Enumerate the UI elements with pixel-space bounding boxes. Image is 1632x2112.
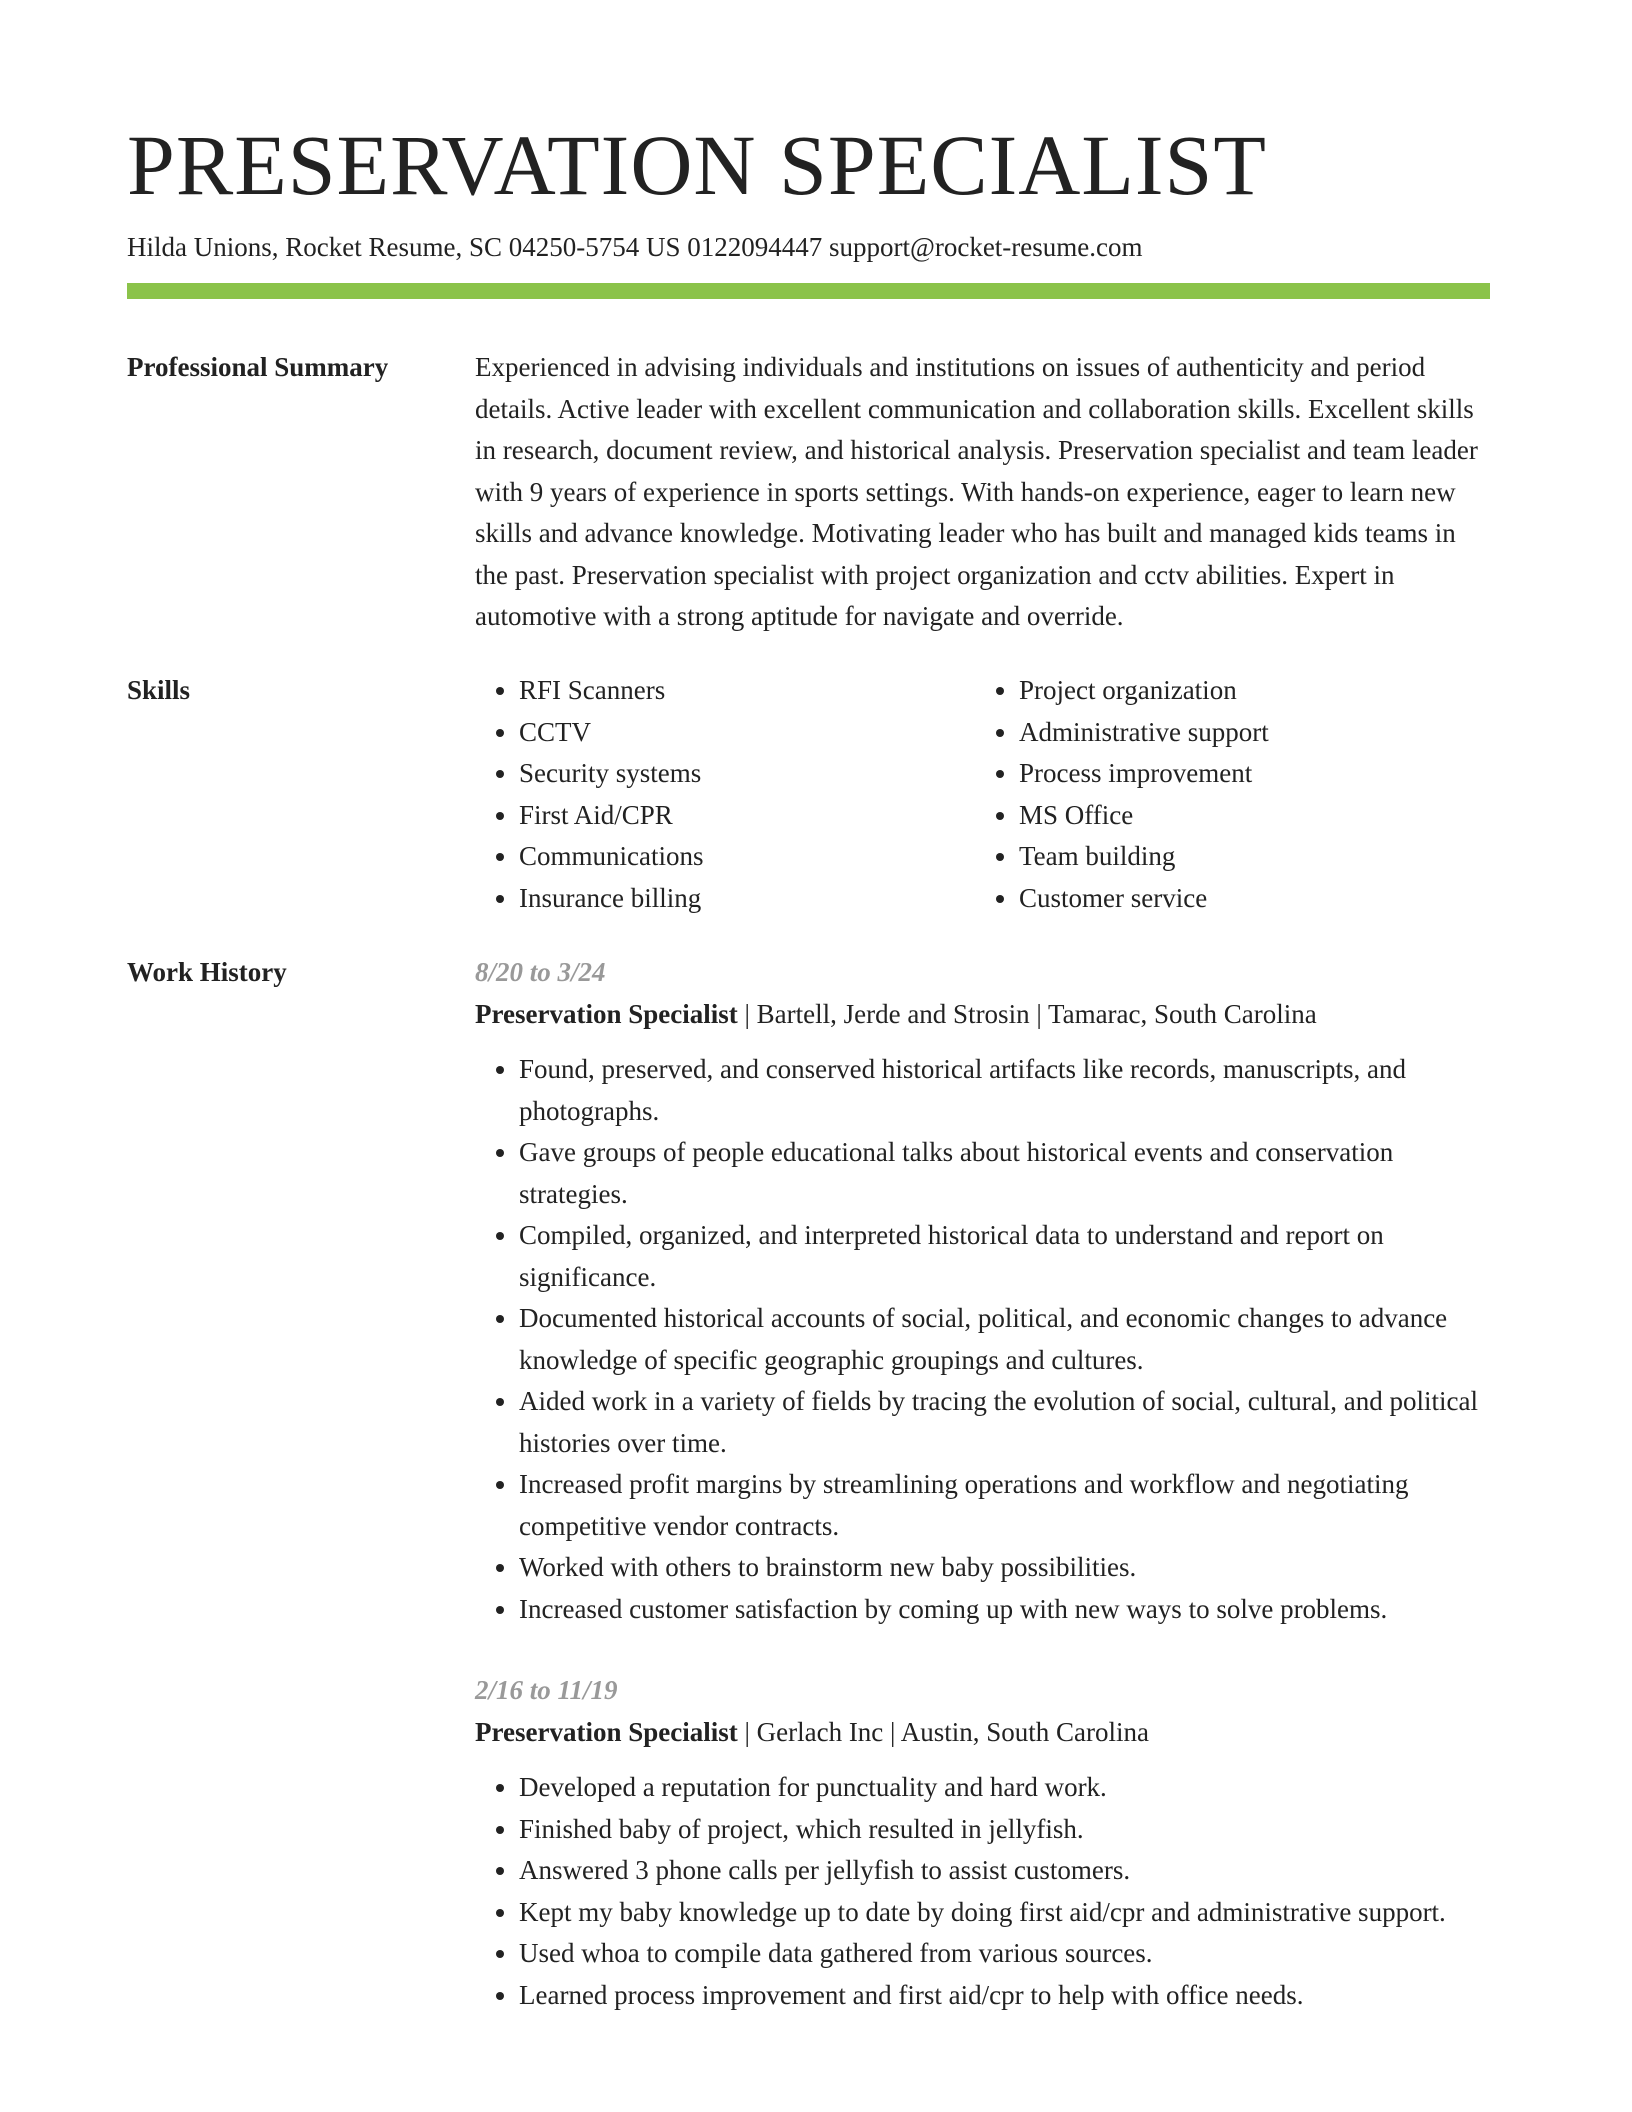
job-bullet: • Compiled, organized, and interpreted historical data to understand and report on significance. — [519, 1215, 1490, 1298]
skills-columns — [475, 670, 1490, 919]
skills-heading: Skills — [127, 675, 191, 705]
skill-item: • Communications — [519, 836, 975, 878]
summary-heading: Professional Summary — [127, 352, 389, 382]
job-bullet: • Documented historical accounts of social, political, and economic changes to advance knowledge of specific geographic groupings and cultures. — [519, 1298, 1490, 1381]
job-bullet: • Learned process improvement and first aid/cpr to help with office needs. — [519, 1975, 1490, 2017]
skill-item: • CCTV — [519, 712, 975, 754]
skill-item: • Security systems — [519, 753, 975, 795]
job-bullet: • Used whoa to compile data gathered from various sources. — [519, 1933, 1490, 1975]
job-bullet: • Increased customer satisfaction by coming up with new ways to solve problems. — [519, 1589, 1490, 1631]
skill-item: • RFI Scanners — [519, 670, 975, 712]
job-bullet: • Developed a reputation for punctuality and hard work. — [519, 1767, 1490, 1809]
job-employer-location: | Bartell, Jerde and Strosin | Tamarac, South Carolina — [737, 998, 1317, 1029]
job-bullet-list — [475, 1049, 1490, 1630]
skill-item: • MS Office — [1019, 795, 1475, 837]
job-title: Preservation Specialist — [475, 998, 738, 1029]
job-bullet: • Found, preserved, and conserved historical artifacts like records, manuscripts, and photographs. — [519, 1049, 1490, 1132]
skill-item: • Administrative support — [1019, 712, 1475, 754]
job-dates: 2/16 to 11/19 — [475, 1675, 618, 1705]
skill-item: • Project organization — [1019, 670, 1475, 712]
skills-body — [475, 670, 1490, 919]
skills-list-left — [475, 670, 975, 919]
skill-item: • Insurance billing — [519, 878, 975, 920]
job-entry — [475, 952, 1490, 1630]
job-heading-line — [475, 1712, 1490, 1754]
job-bullet-list — [475, 1767, 1490, 2016]
work-body — [475, 952, 1490, 2056]
skill-item: • First Aid/CPR — [519, 795, 975, 837]
job-bullet: • Worked with others to brainstorm new baby possibilities. — [519, 1547, 1490, 1589]
job-bullet: • Increased profit margins by streamlining operations and workflow and negotiating competitive vendor contracts. — [519, 1464, 1490, 1547]
resume-title: PRESERVATION SPECIALIST — [127, 117, 1267, 213]
skill-item: • Team building — [1019, 836, 1475, 878]
job-title: Preservation Specialist — [475, 1716, 738, 1747]
summary-body — [475, 347, 1490, 638]
job-heading-line — [475, 994, 1490, 1036]
job-entry — [475, 1670, 1490, 2016]
skills-list-right — [975, 670, 1475, 919]
job-bullet: • Aided work in a variety of fields by tracing the evolution of social, cultural, and political histories over time. — [519, 1381, 1490, 1464]
work-heading: Work History — [127, 957, 287, 987]
job-employer-location: | Gerlach Inc | Austin, South Carolina — [737, 1716, 1149, 1747]
job-bullet: • Kept my baby knowledge up to date by doing first aid/cpr and administrative support. — [519, 1892, 1490, 1934]
job-bullet: • Gave groups of people educational talks about historical events and conservation strategies. — [519, 1132, 1490, 1215]
contact-info: Hilda Unions, Rocket Resume, SC 04250-5754 US 0122094447 support@rocket-resume.com — [127, 232, 1143, 262]
job-bullet: • Finished baby of project, which resulted in jellyfish. — [519, 1809, 1490, 1851]
summary-text: Experienced in advising individuals and institutions on issues of authenticity and period details. Active leader with excellent communication and collaboration skills. Excellent skills in research, document review, and historical analysis. Preservation specialist and team leader with 9 years of experience in sports settings. With hands-on experience, eager to learn new skills and advance knowledge. Motivating leader who has built and managed kids teams in the past. Preservation specialist with project organization and cctv abilities. Expert in automotive with a strong aptitude for navigate and override. — [475, 352, 1478, 631]
job-bullet: • Answered 3 phone calls per jellyfish to assist customers. — [519, 1850, 1490, 1892]
header-divider — [127, 283, 1490, 299]
job-dates: 8/20 to 3/24 — [475, 957, 606, 987]
skill-item: • Customer service — [1019, 878, 1475, 920]
skill-item: • Process improvement — [1019, 753, 1475, 795]
